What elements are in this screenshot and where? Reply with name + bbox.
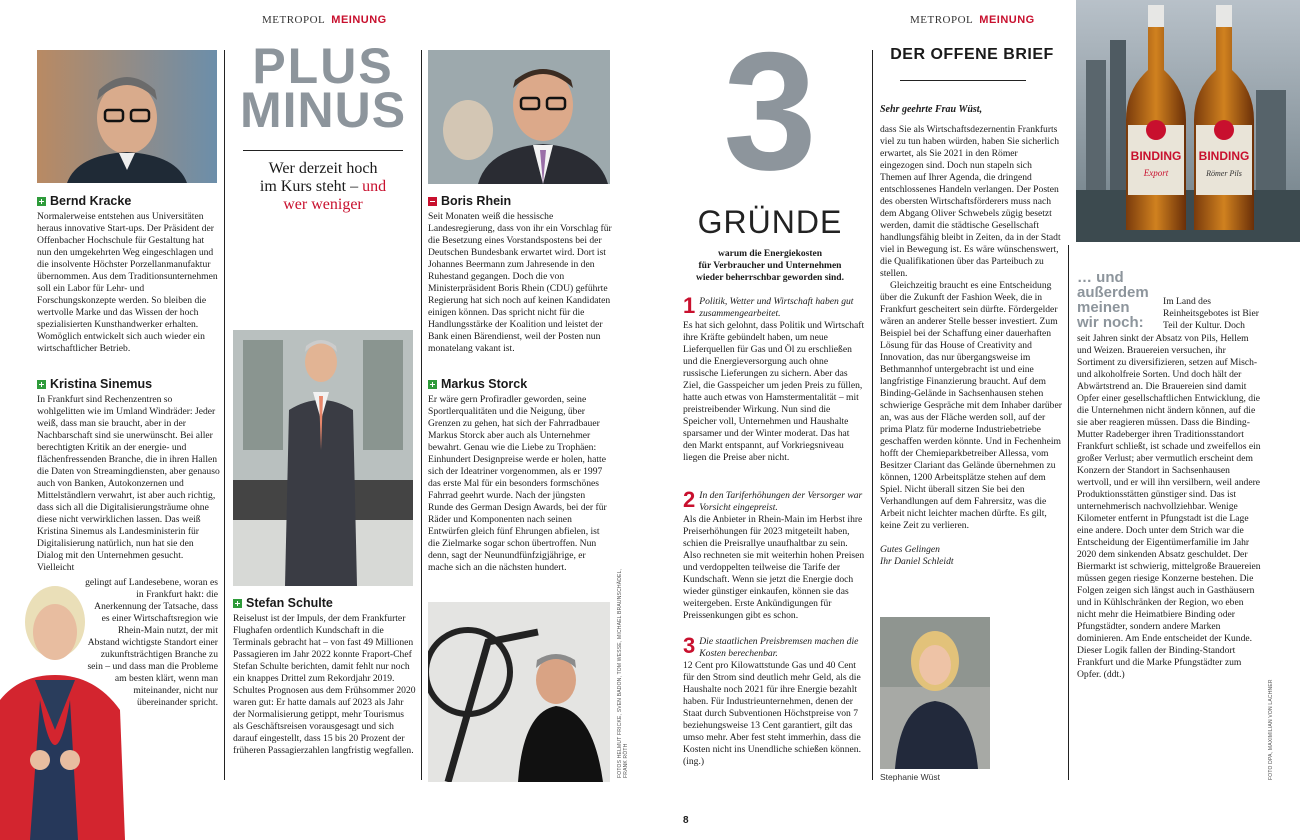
kracke-name: Bernd Kracke (50, 194, 132, 208)
page-header-left (262, 14, 387, 26)
kracke-block (37, 194, 220, 355)
minus-title: MINUS (239, 82, 407, 138)
letter-salutation: Sehr geehrte Frau Wüst, (880, 104, 983, 115)
schulte-photo (233, 330, 413, 586)
page-number: 8 (683, 815, 689, 826)
letter-p1: dass Sie als Wirtschaftsdezernentin Frankfurts viel zu tun haben würden, haben Sie sicherlich erwartet, als Sie 2021 in den Römer eingezogen sind. Doch nun stapeln sich Themen auf Ihrer Agenda, die dringend entschlossenes Handeln verlangen. Der Posten des obersten Wirtschaftsförderers muss nach dem Abgang Oliver Schwebels zügig besetzt werden, damit die städtische Gesellschaft handlungsfähig bleibt in Zeiten, da in der Stadt viel in Bewegung ist. Es wäre wünschenswert, die Qualifikationen über das Parteibuch zu stellen. (880, 124, 1061, 279)
column-rule (1068, 245, 1069, 780)
photo-credit-right: FOTO DPA, MAXIMILIAN VON LACHNER (1268, 679, 1274, 780)
letter-closing-2: Ihr Daniel Schleidt (880, 556, 954, 567)
bottle-label-2: BINDING (1198, 149, 1250, 163)
ausserdem-text: seit Jahren sinkt der Absatz von Pils, Hellem und Weizen. Brauereien versuchen, ihr Sortiment zu diversifizieren, setzen auf Misch- und alkoholfreie Sorten. Und doch hält der Abwärtstrend an. Die Brauereien sind damit Opfer einer gesellschaftlichen Entwicklung, die die Unternehmen nicht ändern können, auf die sie aber reagieren müssen. Dass die Binding-Mutter Radeberger ihren Traditionsstandort Frankfurt schließt, ist schade und zweifellos ein großer Verlust; aber vermutlich erscheint dem Konzern der Standort in Sachsenhausen wertvoll, und er will ihn versilbern, weil andere Produktionsstätten günstiger sind. Das ist unternehmerisch nachvollziehbar. Wenige Kilometer entfernt in Pfungstadt ist die Lage eine andere. Doch unter dem Strich war die Entscheidung der Eigentümerfamilie im Jahr 2020 dem sinkenden Absatz geschuldet. Der Biermarkt ist schwierig, mittelgroße Brauereien müssen gegen riesige Konzerne bestehen. Die Folgen zeigen sich längst auch in Gasthäusern und in Kühlschränken der Region, wo eben nicht mehr die Heimatbiere Binding oder Pfungstädter, sondern andere Marken dominieren. Am Ende entscheidet der Kunde. Dieser Logik fallen der Binding-Standort Frankfurt und die Marke Pfungstädter zum Opfer. (ddt.) (1077, 333, 1261, 680)
reasons-subtitle (680, 248, 860, 284)
column-rule (224, 50, 225, 780)
storck-block (428, 377, 612, 574)
plus-icon (37, 197, 46, 206)
ausserdem-heading-1: … und (1077, 269, 1124, 286)
sinemus-block (37, 377, 220, 574)
sinemus-text-cont: gelingt auf Landesebene, woran es in Frankfurt hakt: die Anerkennung der Tatsache, dass es einer Wirtschaftsregion wie Rhein-Main nutzt, der mit Abstand wichtigste Standort einer zukunftsträchtigen Branche zu sein – und dass man die Probleme am besten klärt, wenn man miteinander, nicht nur übereinander spricht. (85, 577, 218, 708)
storck-name-row (428, 377, 612, 391)
ausserdem-heading-2: außerdem (1077, 284, 1149, 301)
plusminus-title (230, 38, 416, 138)
section-label: MEINUNG (331, 14, 387, 26)
brand: METROPOL (910, 14, 974, 26)
reasons-subtitle-1: warum die Energiekosten (718, 249, 822, 259)
title-rule (243, 150, 403, 151)
plus-icon (428, 380, 437, 389)
photo-credit-left: FOTOS HELMUT FRICKE, SVEN BADON, TOM WESSE, MICHAEL BRAUNSCHÄDEL, FRANK RÖTH (617, 568, 629, 778)
sinemus-photo (0, 580, 125, 840)
reason-3 (683, 633, 865, 768)
reasons-title: GRÜNDE (697, 204, 843, 240)
big-number: 3 (723, 17, 817, 205)
reason-1 (683, 293, 865, 464)
sinemus-text: In Frankfurt sind Rechenzentren so wohlgelitten wie im Umland Windräder: Jeder weiß, dass man sie braucht, aber in der Nachbarschaft sind sie unerwünscht. Bei aller berechtigten Kritik an der energie- und flächenfressenden Branche, die in ihren Hallen die Daten von Streamingdiensten, aber genauso auch von Banken, Autokonzernen und Mittelständlern verwahrt, ist aber auch richtig, dass sich all die Digitalisierungsträume ohne diese nicht verwirklichen lassen. Das weiß Kristina Sinemus als Landesministerin für Digitalisierung natürlich, nun hat sie den Dialog mit den Unternehmen gesucht. Vielleicht (37, 394, 220, 573)
plus-title: PLUS (252, 38, 394, 94)
brand: METROPOL (262, 14, 326, 26)
ausserdem-body-block (1077, 333, 1263, 681)
storck-text: Er wäre gern Profiradler geworden, seine Sportlerqualitäten und die Neigung, über Grenzen zu gehen, hat sich der Fahrradbauer Markus Storck aber auch als Unternehmer bewahrt. Genau wie die Liebe zu Trophäen: Einhundert Designpreise werde er holen, hatte sich der Ideatriner vorgenommen, als er 1997 das erste Mal für ein besonders formschönes Fahrrad geehrt wurde. Nach der jüngsten Runde des German Design Awards, bei der für Räder und Komponenten nach seinen Entwürfen gleich fünf Ehrungen abfielen, ist die Zielmarke sogar schon übertroffen. Nun denn, sagt der Neunundfünfzigjährige, er mache sich an die nächsten hundert. (428, 394, 607, 573)
letter-closing-1: Gutes Gelingen (880, 544, 940, 555)
reason-number: 1 (683, 293, 696, 318)
reason-2 (683, 487, 865, 622)
reason-number: 2 (683, 487, 696, 512)
rhein-name-row (428, 194, 612, 208)
ausserdem-heading-3: meinen (1077, 299, 1130, 316)
ausserdem-lead: Im Land des Reinheitsgebotes ist Bier Teil der Kultur. Doch (1163, 296, 1259, 331)
reason-number: 3 (683, 633, 696, 658)
reason-title: Politik, Wetter und Wirtschaft haben gut zusammengearbeitet. (699, 296, 854, 319)
schulte-name: Stefan Schulte (246, 596, 333, 610)
ausserdem-lead-block (1163, 296, 1261, 332)
kracke-name-row (37, 194, 220, 208)
wuest-caption: Stephanie Wüst (880, 772, 941, 782)
plus-icon (233, 599, 242, 608)
kracke-photo (37, 50, 217, 183)
sinemus-name-row (37, 377, 220, 391)
subtitle-line2: im Kurs steht – (259, 178, 359, 195)
binding-bottles-photo (1076, 0, 1300, 242)
storck-photo (428, 602, 610, 782)
section-label: MEINUNG (979, 14, 1035, 26)
plus-icon (37, 380, 46, 389)
reasons-subtitle-2: für Verbraucher und Unternehmen (698, 261, 842, 271)
ausserdem-heading-4: wir noch: (1077, 314, 1144, 331)
reason-text: 12 Cent pro Kilowattstunde Gas und 40 Cent für den Strom sind deutlich mehr Geld, als die Haushalte noch 2021 für ihre Energie bezahlt haben. Für Industrieunternehmen, denen der Staat durch Subventionen Höchstpreise von 7 beziehungsweise 13 Cent garantiert, gilt das umso mehr. Aber fest steht immerhin, dass die Kosten nicht ins Unendliche schießen können. (ing.) (683, 660, 861, 767)
reason-title: Die staatlichen Preisbremsen machen die Kosten berechenbar. (699, 636, 859, 659)
reason-title: In den Tariferhöhungen der Versorger war Vorsicht eingepreist. (699, 490, 863, 513)
subtitle-line1: Wer derzeit hoch (268, 160, 378, 177)
schulte-text: Reiselust ist der Impuls, der dem Frankfurter Flughafen ordentlich Kundschaft in die Terminals gebracht hat – von fast 49 Millionen Passagieren im Jahr 2022 konnte Fraport-Chef Stefan Schulte berichten, damit fehlt nur noch ein knappes Drittel zum Rekordjahr 2019. Schultes Prognosen aus dem Frühsommer 2020 waren gut: Er hatte damals auf 2023 als Jahr der Normalisierung getippt, mehr Tourismus als Geschäftsreisen vorausgesagt und sich darauf eingestellt, dass 15 bis 20 Prozent der früheren Passagierzahlen langfristig wegfallen. (233, 613, 416, 756)
reason-text: Es hat sich gelohnt, dass Politik und Wirtschaft ihre Kräfte gebündelt haben, um neue Lieferquellen für Gas und Öl zu erschließen und die Energieversorgung auch ohne russische Lieferungen zu sichern. Aber das Ziel, die Gasspeicher um jeden Preis zu füllen, hatte auch etwas von Hamstermentalität – mit preistreibender Wirkung. Nun sind die Speicher voll, Unternehmen und Haushalte sparsamer und der Winter moderat. Das hat den Markt entspannt, auf Vorkriegsniveau liegen die Preise aber nicht. (683, 320, 865, 463)
schulte-block (233, 596, 417, 757)
plusminus-subtitle (230, 160, 416, 214)
minus-icon (428, 197, 437, 206)
sinemus-name: Kristina Sinemus (50, 377, 153, 391)
reasons-subtitle-3: wieder beherrschbar geworden sind. (696, 273, 844, 283)
page-header-right (910, 14, 1035, 26)
storck-name: Markus Storck (441, 377, 528, 391)
rhein-photo (428, 50, 610, 184)
column-rule (421, 50, 422, 780)
kracke-text: Normalerweise entstehen aus Universitäten heraus innovative Start-ups. Der Präsident der Offenbacher Hochschule für Gestaltung hat nun den umgekehrten Weg eingeschlagen und die insolvente Höchster Porzellanmanufaktur übernommen. Aus dem Traditionsunternehmen soll ein Labor für Lehr- und Forschungskonzepte werden. So bleiben die wertvolle Marke und das Wissen der hoch spezialisierten Kunsthandwerker erhalten. Womöglich entwickelt sich auch wieder ein wirtschaftlicher Betrieb. (37, 211, 218, 354)
schulte-name-row (233, 596, 417, 610)
subtitle-und: und (362, 178, 387, 195)
letter-p2: Gleichzeitig braucht es eine Entscheidung über die Zukunft der Fashion Week, die in Frankfurt gescheitert sein dürfte. Fördergelder wären an anderer Stelle besser investiert. Zum Beispiel bei der Schaffung einer dauerhaften Lösung für das House of Creativity and Innovation, das nur übergangsweise im Bethmannhof untergebracht ist und eine langfristige Finanzierung braucht. Auf dem Binding-Gelände in Sachsenhausen stehen schwierige Gespräche mit dem Inhaber darüber an, was aus der Fläche werden soll, auf der prima Platz für moderne Industriebetriebe geschaffen werden könnte. Und in Fechenheim hofft der Chemieparkbetreiber Allessa, vom Besitzer Clariant das Gelände übernehmen zu können, 1200 Arbeitsplätze stehen auf dem Spiel. Nicht überall sitzen Sie bei den Verhandlungen auf dem Fahrersitz, was die Arbeit nicht leichter machen dürfte. Es gilt, keine Zeit zu verlieren. (880, 280, 1062, 531)
reason-text: Als die Anbieter in Rhein-Main im Herbst ihre Preiserhöhungen für 2023 mitgeteilt haben, schien die Preisrallye unaufhaltbar zu sein. Also rechneten sie mit weiterhin hohen Preisen und verdoppelten teilweise die Tarife der Kundschaft. Wenn sie jetzt die Energie doch wieder günstiger einkaufen, können sie das weitergeben. Erste Ankündigungen für Preissenkungen gibt es schon. (683, 514, 865, 621)
letter-block (880, 104, 1062, 568)
bottle-label-1: BINDING (1130, 149, 1182, 163)
letter-title: DER OFFENE BRIEF (890, 46, 1054, 63)
subtitle-line3: wer weniger (283, 196, 363, 213)
rhein-block (428, 194, 612, 355)
letter-rule (900, 80, 1026, 81)
rhein-name: Boris Rhein (441, 194, 512, 208)
ausserdem-heading (1077, 270, 1163, 330)
column-rule (872, 50, 873, 780)
rhein-text: Seit Monaten weiß die hessische Landesregierung, dass von ihr ein Vorschlag für die Besetzung eines Vorstandspostens bei der Deutschen Bundesbank erwartet wird. Dort ist Johannes Beermann zum Jahresende in den Ruhestand gegangen. Doch die von Ministerpräsident Boris Rhein (CDU) geführte Regierung hat sich noch auf keinen Kandidaten einigen können. Das spricht nicht für die Handlungsstärke der Koalition und leistet der Bank einen Bärendienst, weil der Posten nun monatelang vakant ist. (428, 211, 612, 354)
wuest-photo (880, 617, 990, 769)
bottle-sub-2: Römer Pils (1206, 169, 1242, 178)
bottle-sub-1: Export (1143, 168, 1169, 178)
